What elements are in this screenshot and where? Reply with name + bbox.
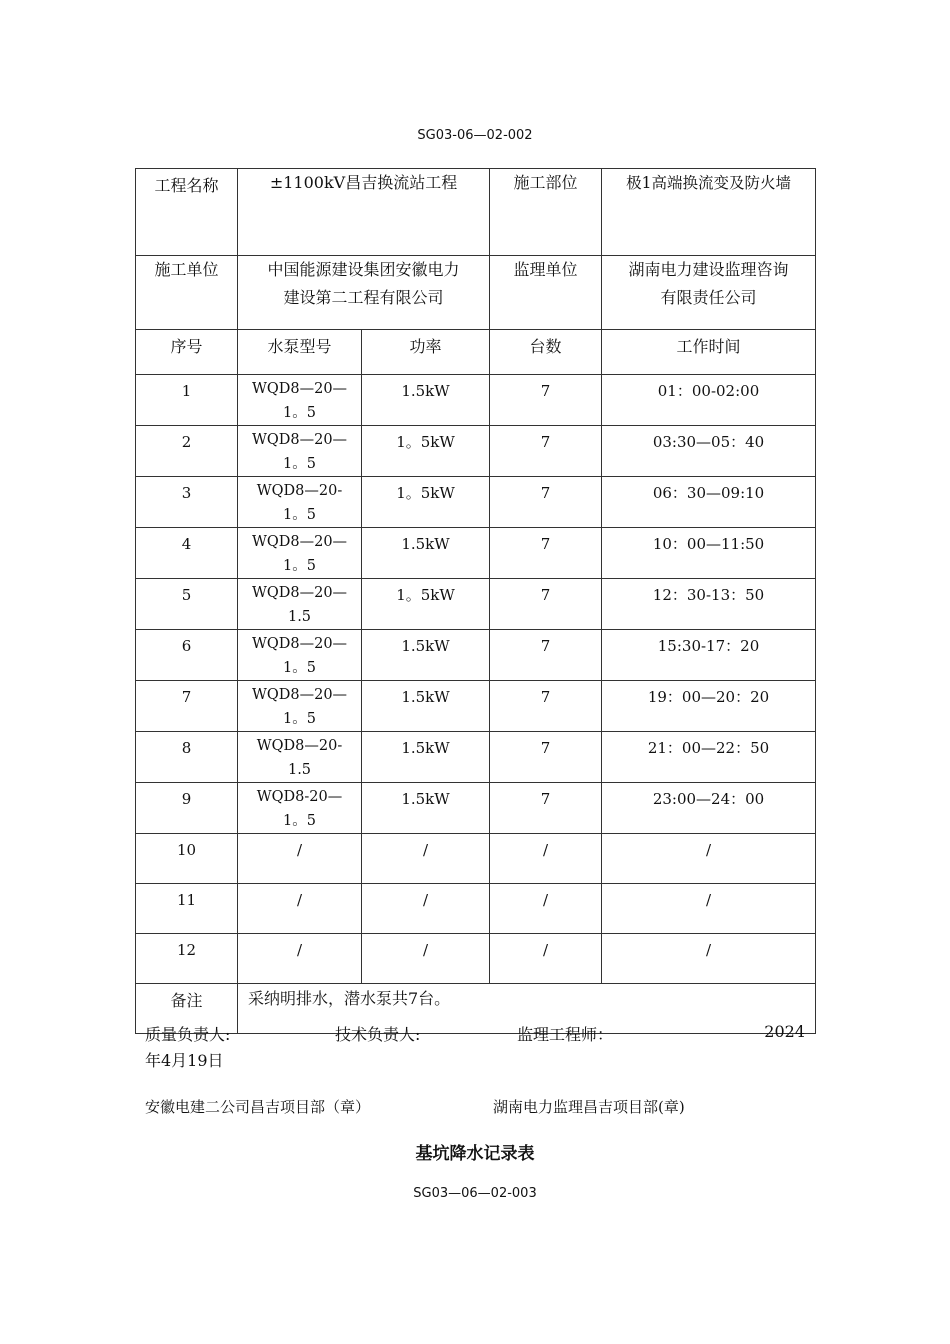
row-time: 19：00—20：20 <box>647 688 770 706</box>
contractor-value-line2: 建设第二工程有限公司 <box>283 288 444 307</box>
row-model-line2: 1。5 <box>283 660 316 676</box>
row-model-line1: WQD8—20— <box>251 432 348 448</box>
supervisor-value <box>602 256 815 312</box>
row-count-cell <box>490 732 602 783</box>
row-model: / <box>296 891 303 909</box>
site-value: 极1高端换流变及防火墙 <box>626 174 791 192</box>
supervisor-value-line1: 湖南电力建设监理咨询 <box>628 260 789 279</box>
column-header-model: 水泵型号 <box>267 337 332 356</box>
row-model-line2: 1。5 <box>283 456 316 472</box>
engineer-signer-label: 监理工程师： <box>517 1025 614 1044</box>
row-power: 1。5kW <box>396 586 455 604</box>
row-no: 12 <box>176 941 197 959</box>
row-power: 1。5kW <box>396 433 455 451</box>
row-no: 9 <box>181 790 192 808</box>
table-row <box>136 681 816 732</box>
row-power: / <box>422 841 429 859</box>
column-header-cell <box>136 330 238 375</box>
row-model-line2: 1。5 <box>283 405 316 421</box>
row-count: 7 <box>540 688 551 706</box>
row-time-cell <box>602 834 816 884</box>
row-time-cell <box>602 477 816 528</box>
row-model: / <box>296 941 303 959</box>
row-power-cell <box>362 834 490 884</box>
row-power-cell <box>362 528 490 579</box>
row-model-line2: 1.5 <box>287 609 312 625</box>
row-power-cell <box>362 732 490 783</box>
row-time-cell <box>602 426 816 477</box>
row-model-line1: WQD8—20— <box>251 381 348 397</box>
row-model-cell <box>238 732 362 783</box>
row-power: 1.5kW <box>401 535 450 553</box>
row-model-cell <box>238 426 362 477</box>
row-model-cell <box>238 934 362 984</box>
row-no: 6 <box>181 637 192 655</box>
row-no-cell <box>136 375 238 426</box>
supervisor-label-cell <box>490 256 602 330</box>
row-model <box>238 630 361 680</box>
document-code-top: SG03-06—02-002 <box>417 128 533 143</box>
row-count-cell <box>490 477 602 528</box>
project-name-value: ±1100kV昌吉换流站工程 <box>269 173 458 192</box>
row-power-cell <box>362 934 490 984</box>
document-code-bottom: SG03—06—02-003 <box>413 1186 537 1201</box>
row-no: 7 <box>181 688 192 706</box>
row-model-line1: WQD8—20— <box>251 636 348 652</box>
row-model-line2: 1。5 <box>283 711 316 727</box>
row-time-cell <box>602 783 816 834</box>
remark-value: 采纳明排水，潜水泵共7台。 <box>248 989 451 1008</box>
supervisor-value-cell <box>602 256 816 330</box>
row-no-cell <box>136 934 238 984</box>
contractor-value <box>238 256 489 312</box>
row-power-cell <box>362 477 490 528</box>
column-header-cell <box>362 330 490 375</box>
remark-label: 备注 <box>170 991 203 1010</box>
row-count: 7 <box>540 535 551 553</box>
table-row <box>136 834 816 884</box>
row-model-cell <box>238 681 362 732</box>
row-time: / <box>705 891 712 909</box>
contractor-value-line1: 中国能源建设集团安徽电力 <box>267 260 460 279</box>
row-count-cell <box>490 834 602 884</box>
contractor-stamp-text: 安徽电建二公司昌吉项目部（章） <box>145 1098 371 1116</box>
row-model-line2: 1。5 <box>283 558 316 574</box>
row-model <box>238 528 361 578</box>
row-time: / <box>705 941 712 959</box>
row-count: 7 <box>540 484 551 502</box>
row-model-line1: WQD8—20- <box>256 483 343 499</box>
table-row <box>136 375 816 426</box>
contractor-label: 施工单位 <box>154 260 219 279</box>
row-time: 15:30-17：20 <box>657 637 760 655</box>
row-count-cell <box>490 630 602 681</box>
table-row <box>136 732 816 783</box>
row-no-cell <box>136 477 238 528</box>
row-count: / <box>542 891 549 909</box>
row-no-cell <box>136 681 238 732</box>
site-label-cell <box>490 169 602 256</box>
row-power: 1。5kW <box>396 484 455 502</box>
row-model-line1: WQD8—20— <box>251 585 348 601</box>
table-row <box>136 477 816 528</box>
row-model <box>238 783 361 833</box>
column-header-cell <box>490 330 602 375</box>
row-count: 7 <box>540 586 551 604</box>
row-model <box>238 681 361 731</box>
row-no-cell <box>136 528 238 579</box>
project-name-label-cell <box>136 169 238 256</box>
row-no-cell <box>136 579 238 630</box>
row-time-cell <box>602 579 816 630</box>
row-time: 06：30—09:10 <box>652 484 765 502</box>
row-time-cell <box>602 732 816 783</box>
row-no: 4 <box>181 535 192 553</box>
row-time: 10：00—11:50 <box>652 535 765 553</box>
signature-line <box>145 1022 805 1046</box>
row-count-cell <box>490 579 602 630</box>
row-no: 3 <box>181 484 192 502</box>
contractor-label-cell <box>136 256 238 330</box>
row-no-cell <box>136 783 238 834</box>
row-power: 1.5kW <box>401 790 450 808</box>
row-power-cell <box>362 681 490 732</box>
contractor-value-cell <box>238 256 490 330</box>
table-row <box>136 426 816 477</box>
table-row <box>136 579 816 630</box>
row-model: / <box>296 841 303 859</box>
row-model-line2: 1。5 <box>283 507 316 523</box>
technical-signer-label: 技术负责人: <box>335 1025 421 1044</box>
row-model-line2: 1.5 <box>287 762 312 778</box>
row-count: 7 <box>540 790 551 808</box>
row-power-cell <box>362 783 490 834</box>
row-count-cell <box>490 681 602 732</box>
row-time: 12：30-13：50 <box>652 586 765 604</box>
row-time-cell <box>602 528 816 579</box>
row-model-cell <box>238 783 362 834</box>
supervisor-stamp-text: 湖南电力监理昌吉项目部(章) <box>493 1098 685 1116</box>
row-model <box>238 477 361 527</box>
row-no-cell <box>136 884 238 934</box>
row-power-cell <box>362 884 490 934</box>
row-no: 5 <box>181 586 192 604</box>
row-time-cell <box>602 375 816 426</box>
column-header-cell <box>602 330 816 375</box>
row-model <box>238 375 361 425</box>
row-count-cell <box>490 783 602 834</box>
project-name-label: 工程名称 <box>154 176 219 195</box>
column-header-power: 功率 <box>409 337 442 356</box>
row-model-cell <box>238 884 362 934</box>
supervisor-label: 监理单位 <box>513 260 578 279</box>
row-model <box>238 426 361 476</box>
row-model-cell <box>238 630 362 681</box>
row-power: 1.5kW <box>401 688 450 706</box>
row-no-cell <box>136 426 238 477</box>
column-header-row <box>136 330 816 375</box>
row-power: 1.5kW <box>401 637 450 655</box>
row-power: / <box>422 891 429 909</box>
header-row-units <box>136 256 816 330</box>
row-time: 01：00-02:00 <box>657 382 760 400</box>
date-year: 2024 <box>764 1022 805 1041</box>
row-time: / <box>705 841 712 859</box>
header-row-project <box>136 169 816 256</box>
row-count: 7 <box>540 739 551 757</box>
row-count-cell <box>490 934 602 984</box>
row-model-cell <box>238 834 362 884</box>
row-model-line1: WQD8—20— <box>251 687 348 703</box>
row-model-cell <box>238 375 362 426</box>
row-power-cell <box>362 579 490 630</box>
row-no: 8 <box>181 739 192 757</box>
row-time-cell <box>602 934 816 984</box>
row-count: 7 <box>540 433 551 451</box>
row-no: 11 <box>176 891 197 909</box>
row-model-line2: 1。5 <box>283 813 316 829</box>
row-count: 7 <box>540 637 551 655</box>
row-no: 10 <box>176 841 197 859</box>
table-row <box>136 630 816 681</box>
table-row <box>136 934 816 984</box>
supervisor-value-line2: 有限责任公司 <box>660 288 757 307</box>
table-row <box>136 783 816 834</box>
row-no-cell <box>136 732 238 783</box>
project-name-value-cell <box>238 169 490 256</box>
quality-signer-label: 质量负责人: <box>145 1025 231 1044</box>
table-row <box>136 528 816 579</box>
site-label: 施工部位 <box>513 173 578 192</box>
row-power: 1.5kW <box>401 739 450 757</box>
row-count: / <box>542 941 549 959</box>
row-model <box>238 579 361 629</box>
row-power: 1.5kW <box>401 382 450 400</box>
column-header-time: 工作时间 <box>676 337 741 356</box>
date-rest: 年4月19日 <box>145 1051 224 1070</box>
row-no-cell <box>136 834 238 884</box>
row-time-cell <box>602 630 816 681</box>
row-power: / <box>422 941 429 959</box>
column-header-count: 台数 <box>529 337 562 356</box>
row-count-cell <box>490 426 602 477</box>
row-model-cell <box>238 579 362 630</box>
site-value-cell <box>602 169 816 256</box>
row-model-cell <box>238 528 362 579</box>
column-header-cell <box>238 330 362 375</box>
row-no: 2 <box>181 433 192 451</box>
row-count-cell <box>490 884 602 934</box>
row-model-line1: WQD8—20- <box>256 738 343 754</box>
row-model <box>238 732 361 782</box>
row-count-cell <box>490 528 602 579</box>
row-model-line1: WQD8—20— <box>251 534 348 550</box>
table-row <box>136 884 816 934</box>
row-power-cell <box>362 426 490 477</box>
row-count: / <box>542 841 549 859</box>
row-time: 03:30—05：40 <box>652 433 765 451</box>
row-model-line1: WQD8-20— <box>256 789 343 805</box>
row-no-cell <box>136 630 238 681</box>
row-time: 21：00—22：50 <box>647 739 770 757</box>
next-form-title: 基坑降水记录表 <box>415 1144 535 1164</box>
column-header-no: 序号 <box>170 337 203 356</box>
row-power-cell <box>362 375 490 426</box>
row-count-cell <box>490 375 602 426</box>
row-time-cell <box>602 884 816 934</box>
row-time-cell <box>602 681 816 732</box>
row-time: 23:00—24：00 <box>652 790 765 808</box>
row-count: 7 <box>540 382 551 400</box>
row-power-cell <box>362 630 490 681</box>
dewatering-record-table <box>135 168 816 1034</box>
row-no: 1 <box>181 382 192 400</box>
row-model-cell <box>238 477 362 528</box>
